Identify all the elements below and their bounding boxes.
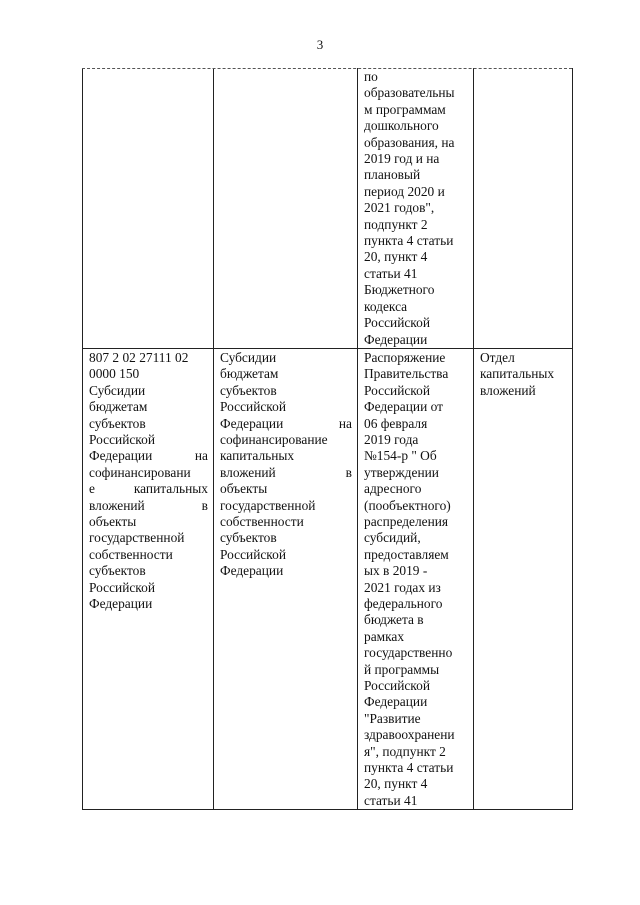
cell-text-line: 2021 годах из [364, 579, 441, 595]
cell-text-line: подпункт 2 [364, 216, 428, 232]
cell-text-line: бюджетам [220, 366, 279, 382]
cell-text-line: Федерации на [220, 415, 352, 431]
row1-col4-cell [474, 68, 573, 348]
cell-text-line: кодекса [364, 298, 408, 314]
cell-text-line: субъектов [220, 382, 277, 398]
document-table [82, 68, 573, 810]
table-row [83, 348, 573, 809]
cell-text-line: распределения [364, 513, 449, 529]
cell-text-line: Бюджетного [364, 282, 435, 298]
cell-text-line: Российской [364, 678, 430, 694]
cell-text-line: Субсидии [89, 382, 146, 398]
cell-text-line: Субсидии [220, 349, 277, 365]
cell-text-line: образовательны [364, 85, 455, 101]
cell-text-line: Федерации [364, 331, 428, 347]
cell-text-line: софинансировани [89, 464, 191, 480]
budget-code-cell [83, 348, 214, 809]
cell-text-line: Российской [220, 399, 286, 415]
cell-text-line: плановый [364, 167, 421, 183]
cell-text-line: бюджета в [364, 612, 424, 628]
cell-text-line: е капитальных [89, 481, 208, 497]
cell-text-line: Российской [89, 431, 155, 447]
cell-text-line: по [364, 69, 378, 84]
cell-text-line: софинансирование [220, 431, 328, 447]
cell-text-line: Федерации на [89, 448, 208, 464]
row1-col1-cell [83, 68, 214, 348]
cell-text-line: ых в 2019 - [364, 563, 428, 579]
cell-text-line: 2019 год и на [364, 151, 440, 167]
cell-text-line: дошкольного [364, 118, 439, 134]
cell-text-line: Отдел [480, 349, 515, 365]
cell-text-line: субъектов [89, 415, 146, 431]
cell-text-line: статьи 41 [364, 265, 418, 281]
cell-text-line: "Развитие [364, 710, 421, 726]
cell-text-line: 0000 150 [89, 366, 140, 382]
legal-basis-cell [358, 348, 474, 809]
cell-text-line: 20, пункт 4 [364, 249, 428, 265]
cell-text-line: объекты [89, 513, 137, 529]
cell-text-line: образования, на [364, 134, 455, 150]
cell-text-line: адресного [364, 481, 422, 497]
cell-text-line: государственной [220, 497, 316, 513]
cell-text-line: Федерации [364, 694, 428, 710]
cell-text-line: м программам [364, 101, 446, 117]
cell-text-line: 807 2 02 27111 02 [89, 349, 189, 365]
cell-text-line: субъектов [220, 530, 277, 546]
cell-text-line: 06 февраля [364, 415, 428, 431]
subsidy-name-cell [214, 348, 358, 809]
cell-text-line: пункта 4 статьи [364, 760, 454, 776]
cell-text-line: объекты [220, 481, 268, 497]
responsible-department-cell [474, 348, 573, 809]
table-row [83, 68, 573, 348]
cell-text-line: Российской [220, 546, 286, 562]
cell-text-line: пункта 4 статьи [364, 233, 454, 249]
cell-text-line: Российской [89, 579, 155, 595]
cell-text-line: собственности [220, 513, 304, 529]
cell-text-line: Российской [364, 382, 430, 398]
row1-col2-cell [214, 68, 358, 348]
torn-top-edge [82, 68, 572, 69]
cell-text-line: рамках [364, 628, 405, 644]
cell-text-line: вложений [480, 382, 536, 398]
cell-text-line: Правительства [364, 366, 449, 382]
cell-text-line: вложений в [220, 464, 352, 480]
cell-text-line: я", подпункт 2 [364, 743, 446, 759]
cell-text-line: утверждении [364, 464, 439, 480]
cell-text-line: (пообъектного) [364, 497, 451, 513]
cell-text-line: субъектов [89, 563, 146, 579]
cell-text-line: капитальных [480, 366, 555, 382]
cell-text-line: Распоряжение [364, 349, 446, 365]
cell-text-line: субсидий, [364, 530, 421, 546]
cell-text-line: бюджетам [89, 399, 148, 415]
cell-text-line: Федерации [220, 563, 284, 579]
cell-text-line: здравоохранени [364, 727, 455, 743]
cell-text-line: й программы [364, 661, 440, 677]
page-number: 3 [316, 37, 324, 52]
cell-text-line: федерального [364, 596, 443, 611]
cell-text-line: вложений в [89, 497, 208, 513]
cell-text-line: 20, пункт 4 [364, 776, 428, 792]
cell-text-line: предоставляем [364, 546, 449, 562]
cell-text-line: государственно [364, 645, 453, 661]
cell-text-line: 2021 годов", [364, 200, 435, 216]
cell-text-line: капитальных [220, 448, 295, 464]
cell-text-line: Федерации от [364, 399, 443, 415]
cell-text-line: период 2020 и [364, 183, 445, 199]
cell-text-line: 2019 года [364, 431, 419, 447]
cell-text-line: статьи 41 [364, 792, 418, 808]
cell-text-line: государственной [89, 530, 185, 546]
cell-text-line: №154-р " Об [364, 448, 437, 464]
cell-text-line: Федерации [89, 596, 153, 611]
cell-text-line: собственности [89, 546, 173, 562]
cell-text-line: Российской [364, 315, 430, 331]
row1-col3-cell [358, 68, 474, 348]
